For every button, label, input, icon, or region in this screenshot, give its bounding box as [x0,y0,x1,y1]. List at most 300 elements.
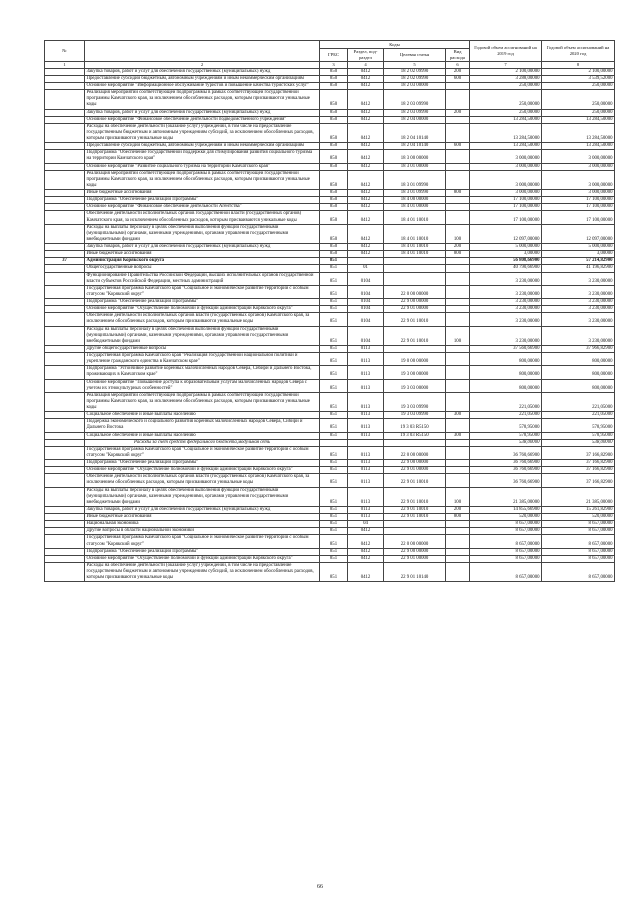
cell-vr [446,204,470,211]
cell-cs: 18 2 02 09990 [384,68,446,75]
cell-num [45,345,85,352]
cell-grbs: 850 [320,211,348,224]
cell-rz: 0104 [348,272,384,285]
cell-s1: 3 000,00000 [470,190,542,197]
cell-s2: 8 657,00000 [542,535,615,548]
cell-s2: 221,05000 [542,412,615,419]
cell-vr [446,83,470,90]
cell-s1: 578,95000 [470,432,542,439]
cell-grbs: 850 [320,123,348,142]
cell-s2: 8 657,00000 [542,528,615,535]
cell-cs: 18 3 00 00000 [384,150,446,163]
table-row [45,366,615,379]
cell-vr [446,528,470,535]
cell-num [45,272,85,285]
cell-cs: 18 2 03 09990 [384,90,446,109]
cell-cs: 19 3 03 09990 [384,392,446,411]
cell-s1: 3 230,00000 [470,326,542,345]
cell-num [45,528,85,535]
cell-name: Расходы на выплаты персоналу в целях обеспечения выполнения функций государственными (муниципальными) органами, казенными учреждениями, органами управления государственными внебюджетными фондами [85,326,320,345]
cell-vr: 200 [446,244,470,251]
table-row [45,306,615,313]
cell-s1: 221,05000 [470,392,542,411]
cell-grbs: 850 [320,150,348,163]
cell-rz: 0113 [348,412,384,419]
header-vr: Вид расхода [446,49,470,62]
cell-s1: 8 657,00000 [470,548,542,555]
cell-name: Обеспечение деятельности исполнительных органов власти (государственных органов) Камчатского края, за исключением обособленных расходов, которым присваиваются уникальные коды [85,474,320,487]
table-row [45,487,615,506]
cell-num [45,562,85,581]
cell-cs: 22 9 00 00000 [384,460,446,467]
cell-vr [446,272,470,285]
cell-num [45,244,85,251]
table-row [45,204,615,211]
cell-num [45,109,85,116]
cell-vr [446,474,470,487]
cell-rz: 0113 [348,379,384,392]
cell-cs: 18 2 03 00000 [384,83,446,90]
cell-s1: 13 284,50000 [470,116,542,123]
cell-cs: 22 9 00 00000 [384,548,446,555]
cell-num [45,163,85,170]
cell-name: Закупка товаров, работ и услуг для обеспечения государственных (муниципальных) нужд [85,506,320,513]
cell-grbs: 851 [320,506,348,513]
cell-num [45,326,85,345]
cell-grbs: 851 [320,258,348,265]
cell-s1: 8 657,00000 [470,521,542,528]
cell-rz: 0113 [348,514,384,521]
column-index-cell: 7 [470,61,542,68]
cell-rz: 0412 [348,244,384,251]
table-row [45,109,615,116]
cell-grbs: 851 [320,555,348,562]
cell-cs: 22 9 01 10010 [384,326,446,345]
cell-grbs: 850 [320,143,348,150]
cell-name: Реализация мероприятий соответствующей подпрограммы в рамках соответствующей государственной программы Камчатского края, за исключением обособленных расходов, которым присваиваются уникальные коды [85,392,320,411]
cell-s1: 36 760,66900 [470,446,542,459]
table-row [45,379,615,392]
budget-table [44,40,615,582]
cell-s1: 8 657,00000 [470,555,542,562]
cell-name: Предоставление субсидий бюджетным, автономным учреждениям и иным некоммерческим организациям [85,75,320,82]
cell-rz: 0412 [348,116,384,123]
cell-cs: 18 2 04 10140 [384,123,446,142]
cell-s2: 5 000,00000 [542,244,615,251]
cell-s1: 14 855,66900 [470,506,542,513]
cell-s1: 250,00000 [470,83,542,90]
cell-rz: 0412 [348,211,384,224]
cell-cs: 18 3 01 09990 [384,170,446,189]
table-row [45,412,615,419]
cell-grbs: 850 [320,170,348,189]
cell-cs: 18 3 01 09990 [384,190,446,197]
cell-grbs: 851 [320,548,348,555]
table-header [45,41,615,69]
cell-name: Общегосударственные вопросы [85,265,320,272]
cell-rz: 0412 [348,170,384,189]
column-index-cell: 4 [348,61,384,68]
cell-cs: 18 2 04 10140 [384,143,446,150]
cell-grbs: 851 [320,353,348,366]
cell-vr [446,285,470,298]
cell-cs [384,439,446,446]
cell-s2: 37 966,82900 [542,345,615,352]
cell-name: Другие вопросы в области национальной экономики [85,528,320,535]
cell-num [45,521,85,528]
table-row [45,313,615,326]
cell-s1: 40 790,66900 [470,265,542,272]
cell-name: Расходы за счет средств федерального бюджета,модульная сеть [85,439,320,446]
cell-grbs: 851 [320,366,348,379]
cell-rz: 0412 [348,555,384,562]
column-index-cell: 5 [384,61,446,68]
cell-name: Государственная программа Камчатского края "Реализация государственной национальной политики и укрепление гражданского единства в Камчатском крае" [85,353,320,366]
cell-name: Предоставление субсидий бюджетным, автономным учреждениям и иным некоммерческим организациям [85,143,320,150]
cell-num [45,535,85,548]
cell-s1: 56 808,66900 [470,258,542,265]
cell-s1: 250,00000 [470,90,542,109]
cell-cs: 22 9 01 00000 [384,555,446,562]
cell-num [45,83,85,90]
cell-s2: 41 196,82900 [542,265,615,272]
cell-cs: 18 4 01 10010 [384,224,446,243]
cell-vr [446,379,470,392]
cell-name: Подпрограмма "Обеспечение реализации Программы" [85,299,320,306]
cell-s1: 12 097,00000 [470,224,542,243]
cell-rz: 01 [348,265,384,272]
cell-name: Другие общегосударственные вопросы [85,345,320,352]
cell-num [45,123,85,142]
cell-s1: 3 000,00000 [470,150,542,163]
cell-name: Функционирование Правительства Российской Федерации, высших исполнительных органов государственной власти субъектов Российской Федерации, местных администраций [85,272,320,285]
cell-s1: 3 230,00000 [470,306,542,313]
cell-s2: 8 657,00000 [542,548,615,555]
cell-s1: 520,00000 [470,514,542,521]
cell-cs: 18 4 00 00000 [384,197,446,204]
cell-num [45,313,85,326]
cell-name: Основное мероприятие "Финансовое обеспечение деятельности подведомственного учреждения" [85,116,320,123]
cell-s2: 15 261,82900 [542,506,615,513]
cell-vr: 600 [446,143,470,150]
cell-vr: 800 [446,514,470,521]
table-row [45,392,615,411]
cell-cs [384,265,446,272]
cell-cs: 22 0 00 00000 [384,285,446,298]
cell-vr [446,116,470,123]
cell-cs: 22 0 00 00000 [384,446,446,459]
cell-name: Подпрограмма "Обеспечение реализации Программы" [85,460,320,467]
page-number: 66 [317,884,323,890]
cell-name: Основное мероприятие "Повышение доступа к образовательным услугам малочисленных народов Севера с учетом их этнокультурных особенностей" [85,379,320,392]
cell-grbs: 851 [320,521,348,528]
cell-rz: 0412 [348,123,384,142]
cell-s1: 8 657,00000 [470,528,542,535]
table-row [45,432,615,439]
cell-s2: 3 230,00000 [542,299,615,306]
cell-s1: 3 230,00000 [470,299,542,306]
cell-name: Основное мероприятие "Информационное обслуживание туристов и повышение качества туристских услуг" [85,83,320,90]
cell-s2: 3 000,00000 [542,150,615,163]
header-sum2020: Годовой объем ассигнований на 2020 год [542,41,615,62]
cell-s1: 17 100,00000 [470,197,542,204]
cell-s1: 8 657,00000 [470,562,542,581]
cell-name: Подпрограмма "Обеспечение государственной поддержки для стимулирования развития социального туризма на территории Камчатского края" [85,150,320,163]
cell-s2: 12 097,00000 [542,224,615,243]
cell-vr [446,345,470,352]
cell-s2: 3 539,52000 [542,75,615,82]
cell-cs: 22 9 01 10010 [384,514,446,521]
cell-num [45,170,85,189]
cell-s2: 17 100,00000 [542,204,615,211]
cell-num [45,439,85,446]
cell-s1: 21 385,00000 [470,487,542,506]
cell-name: Расходы на выплаты персоналу в целях обеспечения выполнения функций государственными (муниципальными) органами, казенными учреждениями, органами управления государственными внебюджетными фондами [85,224,320,243]
cell-grbs: 851 [320,562,348,581]
cell-s2: 538,00000 [542,439,615,446]
cell-s1: 36 760,66900 [470,474,542,487]
cell-num [45,432,85,439]
cell-s2: 17 100,00000 [542,197,615,204]
cell-rz: 0412 [348,197,384,204]
cell-name: Расходы на обеспечение деятельности (оказание услуг) учреждений, в том числе на предоставление государственным бюджетным и автономным учреждениям субсидий, за исключением обособленных расходов, которым присваиваются уникальные коды [85,562,320,581]
cell-rz: 0412 [348,224,384,243]
cell-rz: 0412 [348,150,384,163]
cell-name: Подпрограмма "Обеспечение реализации Программы" [85,548,320,555]
cell-s2: 3 230,00000 [542,272,615,285]
cell-grbs: 850 [320,204,348,211]
cell-vr [446,211,470,224]
cell-num [45,211,85,224]
cell-rz: 0412 [348,251,384,258]
table-row [45,197,615,204]
cell-vr [446,535,470,548]
cell-s2: 37 166,82900 [542,460,615,467]
cell-name: Основное мероприятие "Осуществление полномочий и функций администрации Корякского округа" [85,306,320,313]
cell-grbs: 850 [320,244,348,251]
cell-vr [446,562,470,581]
cell-vr: 800 [446,190,470,197]
cell-num [45,143,85,150]
cell-grbs: 850 [320,116,348,123]
cell-name: Основное мероприятие "Развитие социального туризма на территории Камчатского края" [85,163,320,170]
cell-s2: 3 000,00000 [542,170,615,189]
cell-vr [446,299,470,306]
cell-cs [384,528,446,535]
cell-s2: 3 230,00000 [542,326,615,345]
cell-rz [348,258,384,265]
cell-cs: 18 2 03 09990 [384,109,446,116]
cell-vr [446,90,470,109]
cell-vr [446,392,470,411]
table-row [45,258,615,265]
cell-rz: 0113 [348,506,384,513]
cell-cs: 19 3 03 09990 [384,412,446,419]
column-index-row [45,61,615,68]
cell-s2: 57 214,82900 [542,258,615,265]
cell-name: Социальное обеспечение и иные выплаты населению [85,412,320,419]
cell-vr [446,460,470,467]
cell-name: Государственная программа Камчатского края "Социальное и экономическое развитие территории с особым статусом "Корякский округ" [85,535,320,548]
cell-name: Подпрограмма "Обеспечение реализации Программы" [85,197,320,204]
cell-vr [446,439,470,446]
cell-vr: 100 [446,224,470,243]
column-index-cell: 8 [542,61,615,68]
cell-grbs [320,439,348,446]
cell-vr: 300 [446,432,470,439]
table-row [45,90,615,109]
table-row [45,170,615,189]
cell-s2: 3 000,00000 [542,163,615,170]
header-cs: Целевая статья [384,49,446,62]
cell-grbs: 851 [320,432,348,439]
table-row [45,75,615,82]
cell-num [45,285,85,298]
cell-vr: 100 [446,326,470,345]
cell-rz: 0113 [348,419,384,432]
cell-num [45,467,85,474]
cell-s1: 36 760,66900 [470,460,542,467]
cell-s2: 250,00000 [542,109,615,116]
cell-name: Основное мероприятие "Осуществление полномочий и функций администрации Корякского округа" [85,555,320,562]
cell-num [45,514,85,521]
table-row [45,68,615,75]
cell-grbs: 850 [320,83,348,90]
table-row [45,467,615,474]
cell-rz: 0113 [348,487,384,506]
cell-num [45,379,85,392]
cell-s2: 37 166,82900 [542,467,615,474]
cell-s1: 3 230,00000 [470,285,542,298]
cell-name: Обеспечение деятельности исполнительных органов государственной власти (государственных органов) Камчатского края, за исключением обособленных расходов, которым присваиваются уникальные коды [85,211,320,224]
cell-s1: 17 100,00000 [470,211,542,224]
table-row [45,460,615,467]
cell-num [45,460,85,467]
table-row [45,345,615,352]
table-row [45,285,615,298]
column-index-cell: 3 [320,61,348,68]
cell-s2: 8 657,00000 [542,562,615,581]
table-row [45,521,615,528]
cell-cs: 19 3 03 R5150 [384,432,446,439]
cell-cs: 18 2 04 00000 [384,116,446,123]
cell-s2: 13 284,50000 [542,123,615,142]
cell-grbs: 850 [320,251,348,258]
cell-grbs: 850 [320,224,348,243]
table-row [45,244,615,251]
cell-rz: 0104 [348,285,384,298]
cell-rz: 0412 [348,204,384,211]
table-row [45,272,615,285]
cell-name: Поддержка экономического и социального развития коренных малочисленных народов Севера, Сибири и Дальнего Востока [85,419,320,432]
cell-s1: 2 100,00000 [470,68,542,75]
cell-vr [446,258,470,265]
cell-vr [446,150,470,163]
cell-name: Иные бюджетные ассигнования [85,251,320,258]
cell-cs: 22 9 01 00000 [384,306,446,313]
cell-s2: 13 284,50000 [542,116,615,123]
cell-s1: 13 284,50000 [470,123,542,142]
cell-s1: 538,00000 [470,439,542,446]
cell-rz: 0113 [348,392,384,411]
table-row [45,419,615,432]
cell-s1: 3 230,00000 [470,313,542,326]
cell-s2: 2 100,00000 [542,68,615,75]
cell-s1: 3 230,00000 [470,272,542,285]
cell-rz: 0113 [348,432,384,439]
cell-rz: 0412 [348,109,384,116]
cell-vr [446,419,470,432]
cell-num [45,506,85,513]
cell-grbs: 851 [320,467,348,474]
cell-vr [446,265,470,272]
cell-rz: 0412 [348,90,384,109]
cell-name: Администрация Корякского округа [85,258,320,265]
cell-num [45,190,85,197]
table-row [45,265,615,272]
cell-rz: 0412 [348,163,384,170]
cell-grbs: 851 [320,419,348,432]
cell-cs: 19 3 00 00000 [384,366,446,379]
cell-s2: 3,00000 [542,251,615,258]
cell-name: Расходы на обеспечение деятельности (оказание услуг) учреждений, в том числе на предоставление государственным бюджетным и автономным учреждениям субсидий, за исключением обособленных расходов, которым присваиваются уникальные коды [85,123,320,142]
cell-rz: 0113 [348,345,384,352]
cell-s2: 21 385,00000 [542,487,615,506]
cell-s2: 520,00000 [542,514,615,521]
table-row [45,446,615,459]
cell-s1: 17 100,00000 [470,204,542,211]
cell-vr [446,163,470,170]
cell-cs: 19 3 03 R5150 [384,419,446,432]
table-row [45,224,615,243]
cell-grbs: 851 [320,272,348,285]
cell-grbs: 851 [320,265,348,272]
cell-num [45,224,85,243]
cell-rz: 0412 [348,143,384,150]
cell-s1: 3,00000 [470,251,542,258]
cell-s2: 578,95000 [542,432,615,439]
cell-name: Государственная программа Камчатского края "Социальное и экономическое развитие территории с особым статусом "Корякский округ" [85,285,320,298]
cell-s1: 578,95000 [470,419,542,432]
cell-name: Подпрограмма "Устойчивое развитие коренных малочисленных народов Севера, Сибири и Дальнего Востока, проживающих в Камчатском крае" [85,366,320,379]
cell-grbs: 851 [320,474,348,487]
cell-grbs: 851 [320,326,348,345]
table-row [45,548,615,555]
column-index-cell: 1 [45,61,85,68]
cell-cs: 22 9 00 00000 [384,299,446,306]
table-row [45,555,615,562]
cell-num [45,366,85,379]
header-codes-group: Коды [320,41,470,49]
cell-s1: 800,00000 [470,353,542,366]
cell-vr [446,353,470,366]
cell-grbs: 850 [320,75,348,82]
cell-vr: 600 [446,75,470,82]
table-row [45,163,615,170]
cell-grbs: 851 [320,412,348,419]
cell-rz: 0412 [348,562,384,581]
cell-name: Реализация мероприятий соответствующей подпрограммы в рамках соответствующей государственной программы Камчатского края, за исключением обособленных расходов, которым присваиваются уникальные коды [85,90,320,109]
cell-grbs: 851 [320,285,348,298]
cell-num [45,68,85,75]
cell-vr [446,521,470,528]
cell-rz: 0104 [348,313,384,326]
column-index-cell: 6 [446,61,470,68]
cell-s1: 3 000,00000 [470,163,542,170]
cell-num [45,75,85,82]
cell-num [45,446,85,459]
cell-cs: 22 9 01 10010 [384,506,446,513]
